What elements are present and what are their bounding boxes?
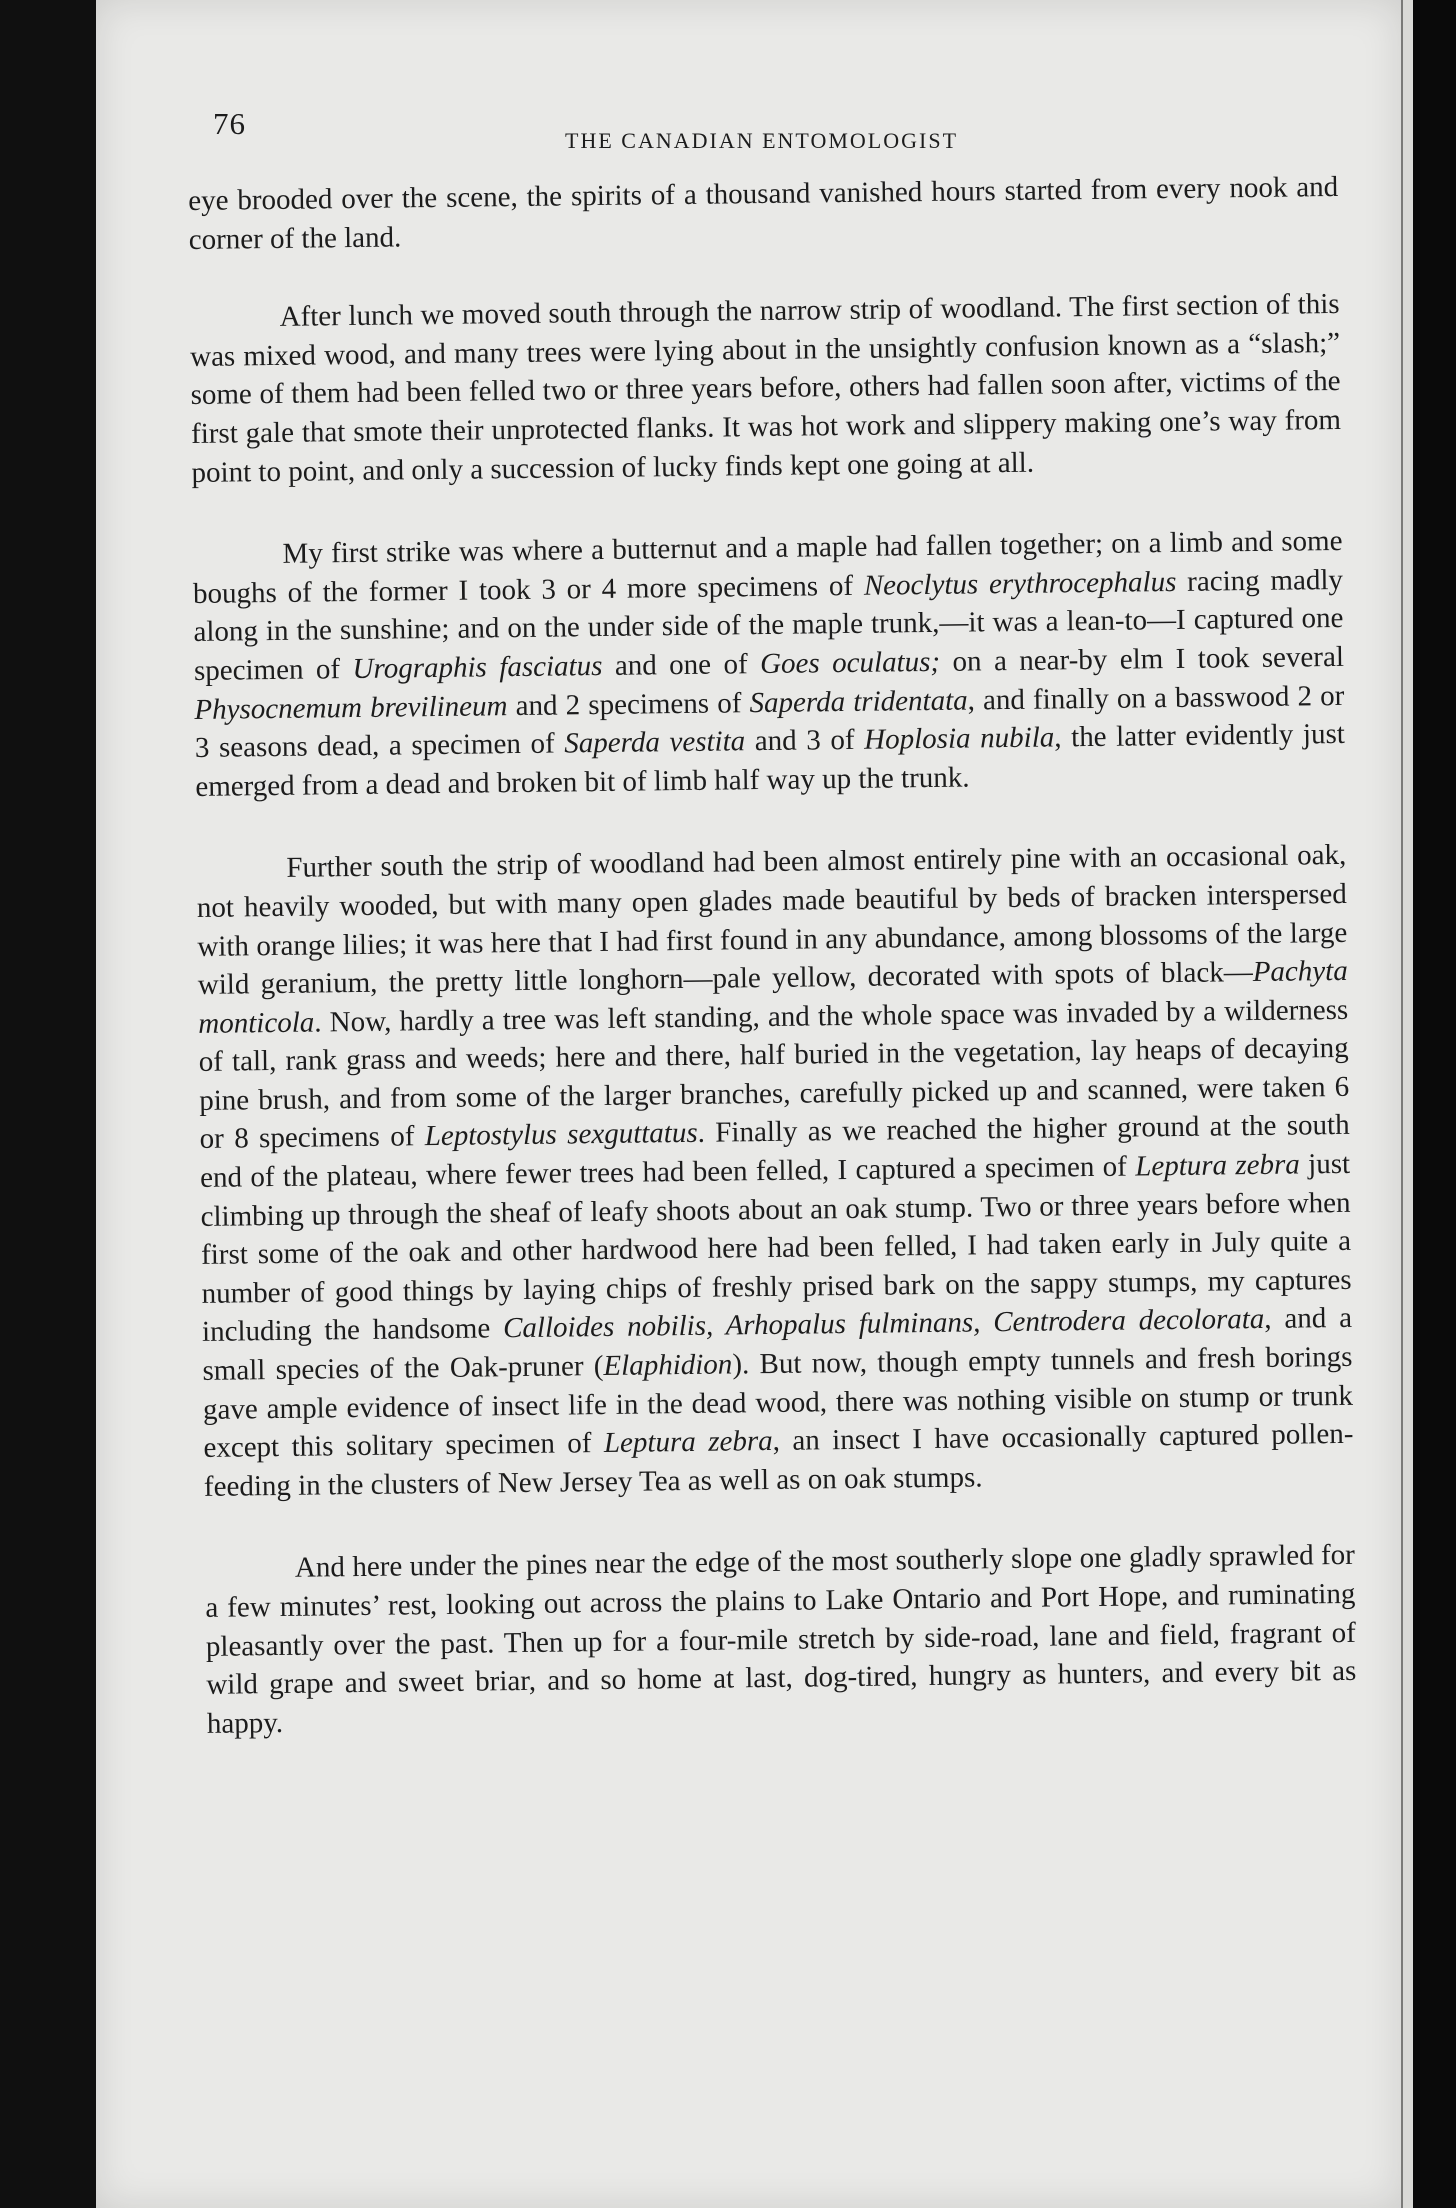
text-run: After lunch we moved south through the narrow strip of woodland. The first section of this was mixed wood, and many trees were lying about in the unsightly confusion known as a “slash;” some of them had been felled two or three years before, others had fallen soon after, victims of the first gale that smote their unprotected flanks. It was hot work and slippery making one’s way from point to point, and only a succession of lucky finds kept one going at all.: [189, 288, 1342, 489]
text-run: . Now, hardly a tree was left standing, and the whole space was invaded by a wilderness of tall, rank grass and weeds; here and there, half buried in the vegetation, lay heaps of decaying pine brush, and from some of the larger branches, carefully picked up and scanned, were taken 6 or 8 specimens of: [198, 993, 1350, 1156]
text-run: and 2 specimens of: [507, 686, 750, 722]
text-run: racing madly along in the sunshine; and on the under side of the maple trunk,—it was a lean-to—I captured one specimen of: [193, 563, 1344, 687]
running-title: THE CANADIAN ENTOMOLOGIST: [565, 128, 959, 153]
species-name: Physocnemum brevilineum: [194, 689, 508, 726]
text-run: and 3 of: [744, 723, 865, 758]
species-name: Leptostylus sexguttatus: [424, 1117, 698, 1153]
paragraph: [196, 836, 1354, 1506]
paragraph: [189, 285, 1341, 492]
page-number: 76: [213, 106, 246, 141]
paragraph: [192, 522, 1345, 806]
dark-margin: [1413, 0, 1456, 2208]
species-name: Calloides nobilis, Arhopalus fulminans, Centrodera decolorata: [502, 1303, 1265, 1345]
paragraph: [188, 168, 1339, 259]
text-run: , an insect I have occasionally captured pollen-feeding in the clusters of New Jersey Tea as well as on oak stumps.: [203, 1418, 1354, 1503]
species-name: Elaphidion: [603, 1348, 733, 1383]
species-name: Saperda tridentata: [749, 684, 968, 719]
text-run: My first strike was where a butternut and a maple had fallen together; on a limb and some boughs of the former I took 3 or 4 more specimens of: [192, 525, 1343, 610]
paragraph: [205, 1536, 1357, 1743]
text-run: on a near-by elm I took several: [939, 640, 1345, 678]
text-run: And here under the pines near the edge of the most southerly slope one gladly sprawled for a few minutes’ rest, looking out across the plains to Lake Ontario and Port Hope, and ruminating pleasantly over the past. Then up for a four-mile stretch by side-road, lane and field, fragrant of wild grape and sweet briar, and so home at last, dog-tired, hungry as hunters, and every bit as happy.: [205, 1539, 1357, 1740]
text-run: , and finally on a basswood 2 or 3 seasons dead, a specimen of: [194, 679, 1345, 765]
text-run: . Finally as we reached the higher ground at the south end of the plateau, where fewer trees had been felled, I captured a specimen of: [199, 1109, 1350, 1194]
text-run: , and a small species of the Oak-pruner (: [202, 1302, 1353, 1387]
species-name: Neoclytus erythrocephalus: [863, 565, 1177, 602]
species-name: Goes oculatus;: [759, 645, 941, 680]
species-name: Hoplosia nubila: [863, 721, 1055, 756]
species-name: Urographis fasciatus: [352, 649, 603, 685]
text-run: and one of: [602, 647, 761, 682]
species-name: Pachyta monticola: [198, 954, 1348, 1040]
text-run: Further south the strip of woodland had been almost entirely pine with an occasional oak, not heavily wooded, but with many open glades made beautiful by beds of bracken interspersed with orange lilies; it was here that I had first found in any abundance, among blossoms of the large wild geranium, the pretty little longhorn—pale yellow, decorated with spots of black—: [196, 839, 1348, 1002]
species-name: Saperda vestita: [564, 725, 746, 760]
text-run: just climbing up through the sheaf of leafy shoots about an oak stump. Two or three years before when first some of the oak and other hardwood here had been felled, I had taken early in July quite a number of good things by laying chips of freshly prised bark on the sappy stumps, my captures including the handsome: [200, 1147, 1352, 1349]
text-run: , the latter evidently just emerged from a dead and broken bit of limb half way up the trunk.: [195, 718, 1346, 803]
species-name: Leptura zebra: [1135, 1148, 1301, 1183]
text-run: ). But now, though empty tunnels and fresh borings gave ample evidence of insect life in the dead wood, there was nothing visible on stump or trunk except this solitary specimen of: [202, 1340, 1354, 1465]
body-text: [188, 168, 1357, 1743]
species-name: Leptura zebra: [603, 1425, 773, 1460]
text-run: eye brooded over the scene, the spirits of a thousand vanished hours started from every nook and corner of the land.: [188, 170, 1339, 256]
